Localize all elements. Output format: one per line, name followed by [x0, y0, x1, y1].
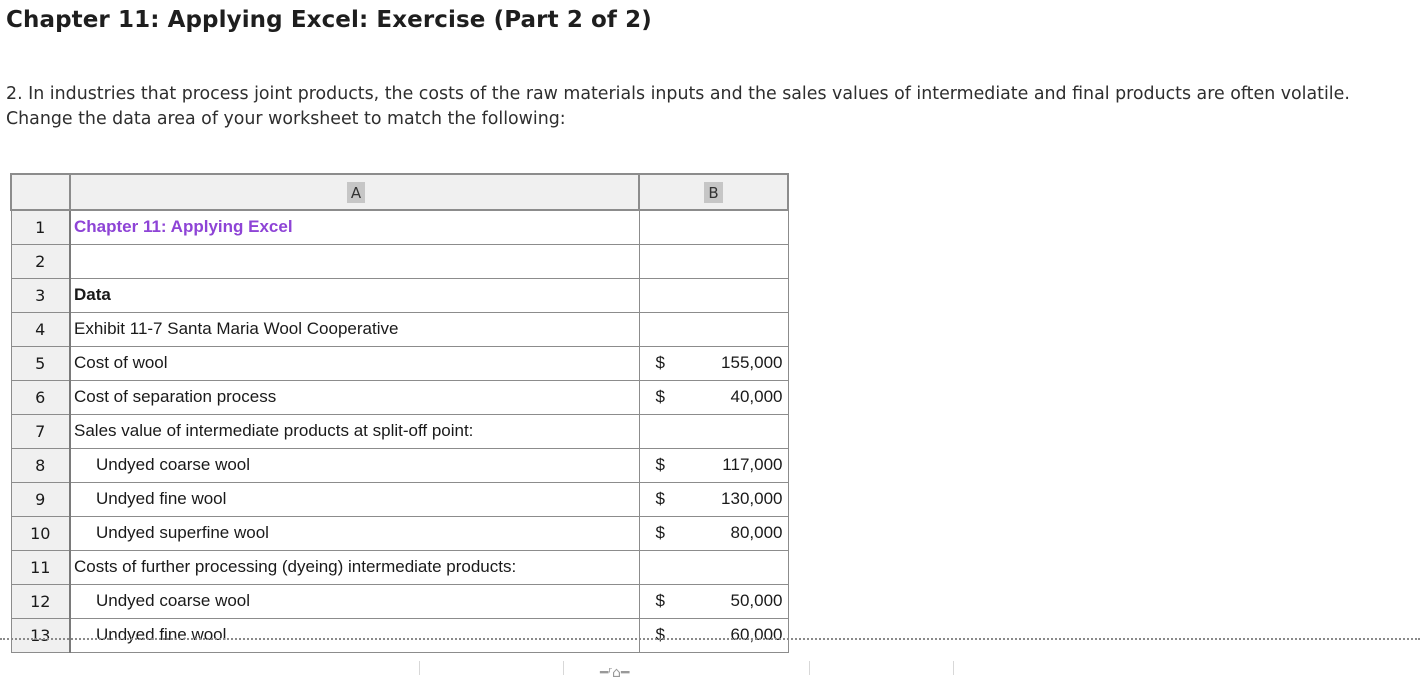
amount: 40,000	[730, 387, 783, 406]
value-cell	[639, 550, 788, 584]
value-cell	[639, 278, 788, 312]
currency-symbol: $	[655, 387, 665, 406]
amount: 60,000	[730, 625, 783, 644]
value-cell	[639, 346, 788, 380]
row-number: 4	[11, 312, 70, 346]
row-number: 7	[11, 414, 70, 448]
sheet-title-cell: Chapter 11: Applying Excel	[70, 210, 639, 244]
amount: 155,000	[721, 353, 783, 372]
label-cell: Exhibit 11-7 Santa Maria Wool Cooperative	[70, 312, 639, 346]
value-cell	[639, 448, 788, 482]
currency-symbol: $	[655, 489, 665, 508]
row-number: 13	[11, 618, 70, 652]
amount: 117,000	[722, 455, 783, 474]
page-title: Chapter 11: Applying Excel: Exercise (Part 2 of 2)	[6, 7, 652, 33]
amount: 80,000	[730, 523, 783, 542]
value-cell	[639, 414, 788, 448]
amount: 130,000	[721, 489, 783, 508]
sheet-row	[11, 618, 788, 652]
corner-cell	[11, 174, 70, 210]
column-header-row	[11, 174, 788, 210]
label-cell: Undyed fine wool	[70, 618, 639, 652]
toolbar-divider	[809, 661, 810, 675]
column-header-b	[639, 174, 788, 210]
value-cell	[639, 380, 788, 414]
sheet-row	[11, 550, 788, 584]
value-cell	[639, 618, 788, 652]
label-cell: Undyed coarse wool	[70, 448, 639, 482]
sheet-row	[11, 244, 788, 278]
value-cell	[639, 244, 788, 278]
sheet-row	[11, 210, 788, 244]
currency-symbol: $	[655, 625, 665, 644]
label-cell: Cost of wool	[70, 346, 639, 380]
worksheet-table	[10, 173, 789, 653]
sheet-row	[11, 448, 788, 482]
bottom-toolbar	[0, 657, 1420, 681]
sheet-row	[11, 414, 788, 448]
toolbar-divider	[953, 661, 954, 675]
label-cell: Undyed superfine wool	[70, 516, 639, 550]
currency-symbol: $	[655, 523, 665, 542]
currency-symbol: $	[655, 455, 665, 474]
value-cell	[639, 516, 788, 550]
label-cell: Costs of further processing (dyeing) intermediate products:	[70, 550, 639, 584]
toolbar-divider	[563, 661, 564, 675]
sheet-row	[11, 346, 788, 380]
row-number: 2	[11, 244, 70, 278]
row-number: 11	[11, 550, 70, 584]
sheet-row	[11, 584, 788, 618]
row-number: 8	[11, 448, 70, 482]
row-number: 1	[11, 210, 70, 244]
page-cut-divider	[0, 638, 1420, 640]
label-cell: Sales value of intermediate products at split-off point:	[70, 414, 639, 448]
toolbar-icon[interactable]: ━ʳ⌂━	[600, 665, 630, 681]
row-number: 3	[11, 278, 70, 312]
section-label-cell: Data	[70, 278, 639, 312]
sheet-row	[11, 516, 788, 550]
toolbar-divider	[419, 661, 420, 675]
row-number: 9	[11, 482, 70, 516]
column-header-a	[70, 174, 639, 210]
sheet-row	[11, 482, 788, 516]
label-cell: Cost of separation process	[70, 380, 639, 414]
row-number: 10	[11, 516, 70, 550]
value-cell	[639, 584, 788, 618]
row-number: 6	[11, 380, 70, 414]
column-label-a: A	[347, 182, 365, 203]
value-cell	[639, 312, 788, 346]
label-cell: Undyed fine wool	[70, 482, 639, 516]
currency-symbol: $	[655, 591, 665, 610]
value-cell	[639, 210, 788, 244]
sheet-row	[11, 380, 788, 414]
question-text: 2. In industries that process joint products, the costs of the raw materials inputs and the sales values of intermediate and final products are often volatile. Change the data area of your worksheet to match the following:	[6, 84, 1350, 129]
label-cell	[70, 244, 639, 278]
row-number: 12	[11, 584, 70, 618]
value-cell	[639, 482, 788, 516]
currency-symbol: $	[655, 353, 665, 372]
sheet-row	[11, 312, 788, 346]
column-label-b: B	[704, 182, 722, 203]
label-cell: Undyed coarse wool	[70, 584, 639, 618]
row-number: 5	[11, 346, 70, 380]
sheet-row	[11, 278, 788, 312]
amount: 50,000	[730, 591, 783, 610]
